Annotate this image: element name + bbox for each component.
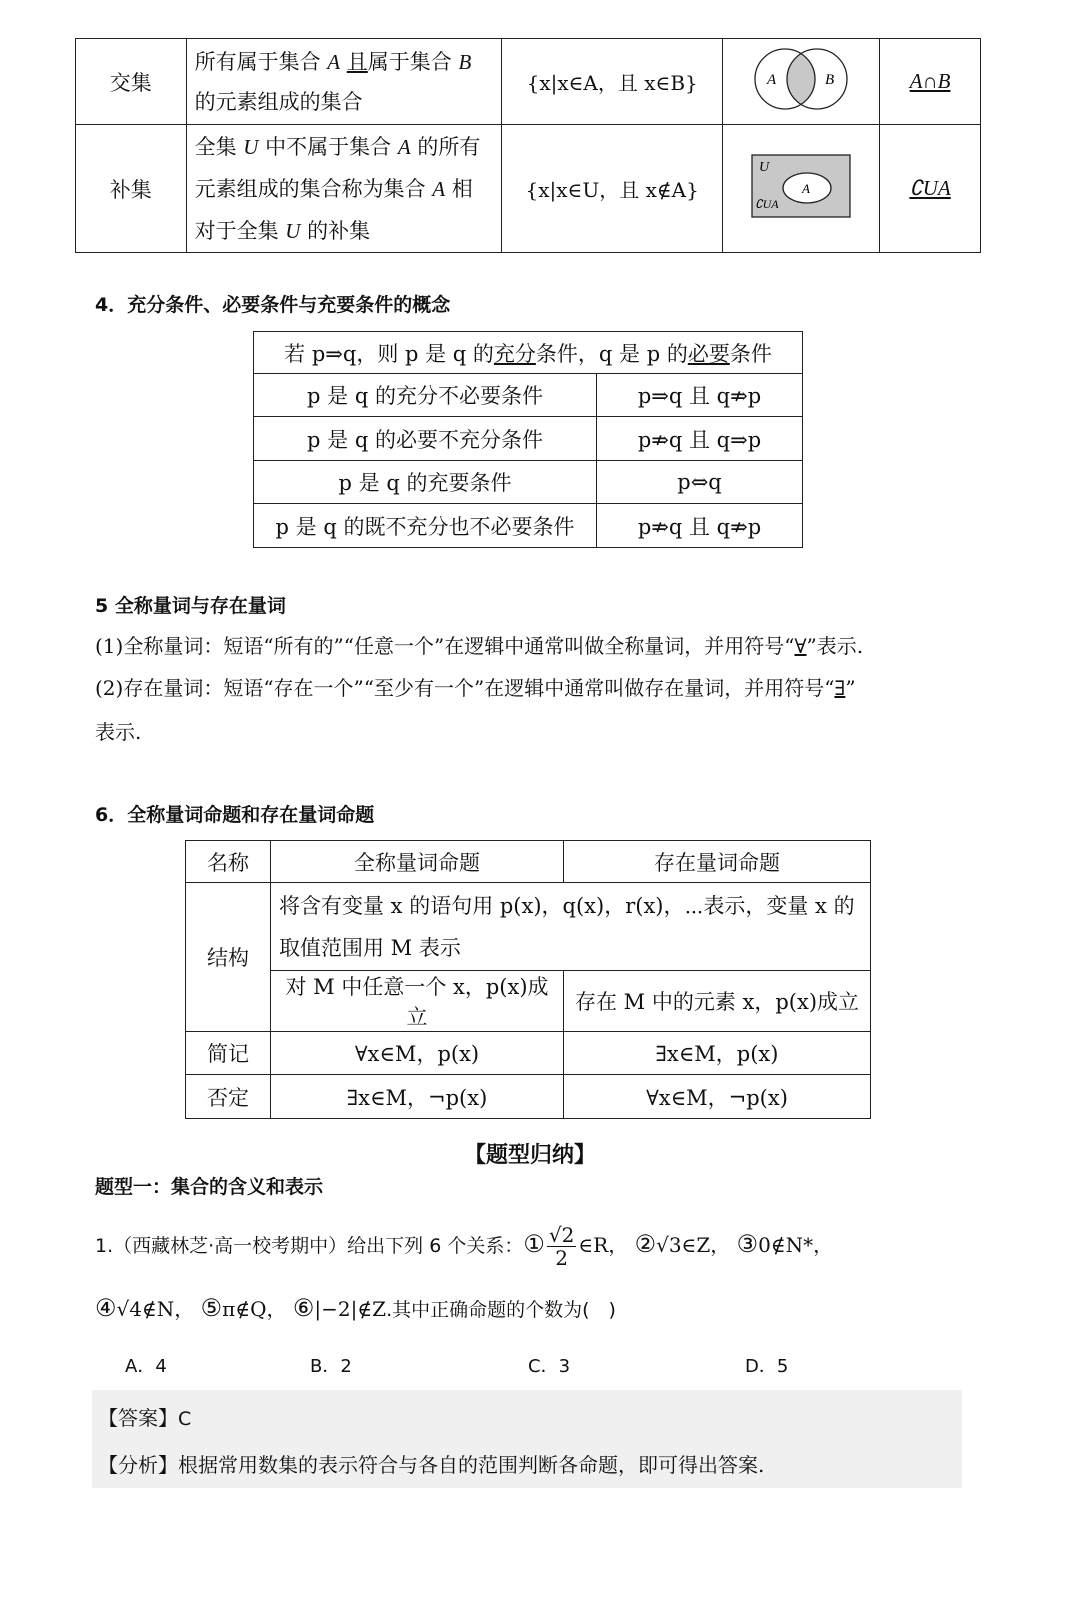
question-line-1: 1.（西藏林芝·高一校考期中）给出下列 6 个关系：① $\frac{√2}{2}$ ∈R， ②√3∈Z， ③0∉N*， [95, 1223, 834, 1270]
quantifier-proposition-table [185, 840, 871, 1119]
answer-line: 【答案】C [98, 1406, 192, 1430]
negation-existential: ∀x∈M，¬p(x) [564, 1075, 871, 1119]
condition-cell: p 是 q 的必要不充分条件 [254, 417, 597, 461]
set-operations-table [75, 38, 981, 253]
option-c: C．3 [528, 1356, 571, 1377]
table-row [254, 504, 803, 548]
svg-text:A: A [802, 181, 811, 196]
shorthand-existential: ∃x∈M，p(x) [564, 1032, 871, 1075]
analysis-line: 【分析】根据常用数集的表示符合与各自的范围判断各命题，即可得出答案. [98, 1453, 765, 1477]
col-existential-header: 存在量词命题 [564, 841, 871, 883]
svg-text:B: B [825, 72, 835, 88]
existential-quantifier-line: (2)存在量词：短语“存在一个”“至少有一个”在逻辑中通常叫做存在量词，并用符号“∃” [95, 676, 856, 700]
venn-diagram-intersection [723, 39, 880, 125]
existential-quantifier-line-end: 表示. [95, 720, 142, 744]
table-row [186, 883, 871, 971]
section-5-title: 5 全称量词与存在量词 [95, 595, 286, 617]
table-row [186, 971, 871, 1032]
fraction-sqrt2-over-2: $\frac{√2}{2}$ [548, 1223, 575, 1270]
set-op-description: 所有属于集合 A 且属于集合 B 的元素组成的集合 [186, 39, 501, 125]
set-op-notation: {x|x∈A，且 x∈B} [502, 39, 723, 125]
negation-universal: ∃x∈M，¬p(x) [271, 1075, 564, 1119]
table-row [186, 841, 871, 883]
relation-cell: p⇔q [597, 461, 803, 504]
table-row [254, 374, 803, 417]
set-op-symbol: A∩B [880, 39, 981, 125]
condition-table-header: 若 p⇒q，则 p 是 q 的充分条件，q 是 p 的必要条件 [254, 332, 803, 374]
row-structure-label: 结构 [186, 883, 271, 1032]
table-row [254, 332, 803, 374]
table-row [76, 125, 981, 253]
structure-universal: 对 M 中任意一个 x，p(x)成立 [271, 971, 564, 1032]
set-op-symbol: ∁UA [880, 125, 981, 253]
option-d: D．5 [745, 1356, 789, 1377]
table-row [76, 39, 981, 125]
set-op-description: 全集 U 中不属于集合 A 的所有 元素组成的集合称为集合 A 相 对于全集 U 的补集 [186, 125, 501, 253]
svg-text:U: U [759, 160, 770, 175]
set-op-notation: {x|x∈U，且 x∉A} [502, 125, 723, 253]
row-shorthand-label: 简记 [186, 1032, 271, 1075]
summary-title: 【题型归纳】 [463, 1143, 596, 1168]
universal-quantifier-line: (1)全称量词：短语“所有的”“任意一个”在逻辑中通常叫做全称量词，并用符号“∀”表示. [95, 634, 864, 658]
set-op-name: 补集 [76, 125, 187, 253]
relation-cell: p⇒q 且 q⇏p [597, 374, 803, 417]
table-row [186, 1032, 871, 1075]
type-1-title: 题型一：集合的含义和表示 [95, 1176, 324, 1198]
table-row [254, 461, 803, 504]
structure-description: 将含有变量 x 的语句用 p(x)，q(x)，r(x)，⋯表示，变量 x 的 取值范围用 M 表示 [271, 883, 871, 971]
set-op-name: 交集 [76, 39, 187, 125]
relation-cell: p⇏q 且 q⇏p [597, 504, 803, 548]
section-6-title: 6．全称量词命题和存在量词命题 [95, 804, 375, 826]
option-a: A．4 [125, 1356, 167, 1377]
col-name-header: 名称 [186, 841, 271, 883]
svg-text:∁UA: ∁UA [755, 197, 779, 211]
structure-existential: 存在 M 中的元素 x，p(x)成立 [564, 971, 871, 1032]
row-negation-label: 否定 [186, 1075, 271, 1119]
col-universal-header: 全称量词命题 [271, 841, 564, 883]
option-b: B．2 [310, 1356, 352, 1377]
venn-diagram-complement [723, 125, 880, 253]
table-row [254, 417, 803, 461]
venn-intersection-image [745, 46, 857, 112]
section-4-title: 4．充分条件、必要条件与充要条件的概念 [95, 294, 451, 316]
shorthand-universal: ∀x∈M，p(x) [271, 1032, 564, 1075]
venn-complement-image [751, 154, 851, 218]
condition-cell: p 是 q 的既不充分也不必要条件 [254, 504, 597, 548]
svg-text:A: A [767, 72, 777, 88]
condition-table [253, 331, 803, 548]
relation-cell: p⇏q 且 q⇒p [597, 417, 803, 461]
condition-cell: p 是 q 的充分不必要条件 [254, 374, 597, 417]
question-line-2: ④√4∉N， ⑤π∉Q， ⑥|−2|∉Z.其中正确命题的个数为( ) [95, 1294, 616, 1322]
table-row [186, 1075, 871, 1119]
condition-cell: p 是 q 的充要条件 [254, 461, 597, 504]
